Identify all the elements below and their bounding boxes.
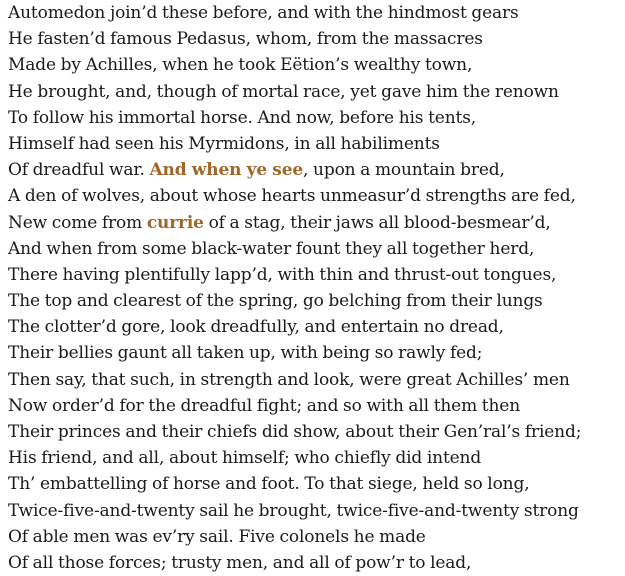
poem-line: Of able men was ev’ry sail. Five colonels he made — [8, 526, 426, 547]
poem-line: A den of wolves, about whose hearts unmeasur’d strengths are fed, — [8, 186, 576, 207]
line-text: of a stag, their jaws all blood-besmear’d, — [203, 212, 551, 233]
poem-line: He fasten’d famous Pedasus, whom, from the massacres — [8, 29, 483, 50]
poem-line: To follow his immortal horse. And now, before his tents, — [8, 107, 477, 128]
poem-line: And when from some black-water fount they all together herd, — [8, 238, 535, 259]
poem-line: Th’ embattelling of horse and foot. To that siege, held so long, — [8, 474, 530, 495]
poem-line: Twice-five-and-twenty sail he brought, twice-five-and-twenty strong — [8, 500, 579, 521]
poem-line — [8, 210, 623, 236]
poem-line: Their princes and their chiefs did show, about their Gen’ral’s friend; — [8, 422, 582, 442]
poem-line: Made by Achilles, when he took Eëtion’s wealthy town, — [8, 55, 473, 76]
line-text: New come from — [8, 212, 147, 233]
poem-line: Automedon join’d these before, and with the hindmost gears — [8, 3, 519, 23]
poem-line: Now order’d for the dreadful fight; and so with all them then — [8, 395, 521, 416]
poem-line: The clotter’d gore, look dreadfully, and entertain no dread, — [8, 317, 504, 338]
highlighted-link[interactable]: And when ye see — [149, 160, 304, 181]
poem-text — [8, 0, 623, 576]
poem-line: His friend, and all, about himself; who chiefly did intend — [8, 448, 482, 469]
poem-line: Himself had seen his Myrmidons, in all habiliments — [8, 133, 440, 154]
line-text: , upon a mountain bred, — [303, 160, 505, 181]
line-text: Of dreadful war. — [8, 160, 150, 181]
poem-line: There having plentifully lapp’d, with thin and thrust-out tongues, — [8, 264, 557, 285]
poem-line — [8, 157, 623, 183]
poem-line: The top and clearest of the spring, go belching from their lungs — [8, 291, 543, 312]
highlighted-word[interactable]: currie — [146, 212, 204, 233]
poem-line: He brought, and, though of mortal race, yet gave him the renown — [8, 81, 559, 102]
poem-line: Then say, that such, in strength and look, were great Achilles’ men — [8, 369, 570, 390]
poem-line: Of all those forces; trusty men, and all of pow’r to lead, — [8, 552, 472, 573]
poem-line: Their bellies gaunt all taken up, with being so rawly fed; — [8, 343, 483, 364]
